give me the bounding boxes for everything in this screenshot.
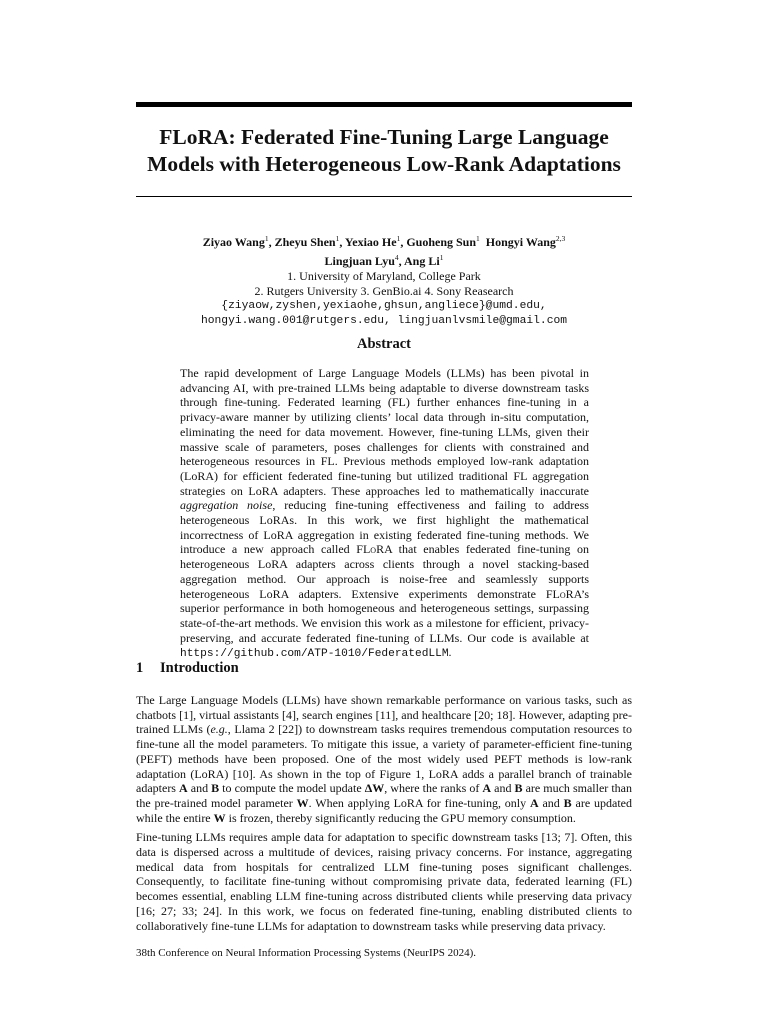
author-name: Hongyi Wang [485,235,556,249]
intro-paragraph-2: Fine-tuning LLMs requires ample data for adaptation to specific downstream tasks [13; 7]. Often, this data is dispersed across a multitude of devices, raising privacy concerns. For instance, aggregating medical data from hospitals for centralized LLM fine-tuning poses significant challenges. Consequently, to facilitate fine-tuning without compromising private data, federated learning (FL) becomes essential, enabling LLM fine-tuning across distributed clients while preserving data privacy [16; 27; 33; 24]. In this work, we focus on federated fine-tuning, enabling distributed clients to collaboratively fine-tune LLMs for adaptation to downstream tasks while preserving data privacy. [136,830,632,933]
abstract-text-part: The rapid development of Large Language Models (LLMs) has been pivotal in advancing AI, with pre-trained LLMs being adaptable to diverse downstream tasks through fine-tuning. Federated learning (FL) further enhances fine-tuning in a privacy-aware manner by utilizing clients’ local data through in-situ computation, eliminating the need for data movement. However, fine-tuning LLMs, given their massive scale of parameters, poses challenges for clients with constrained and heterogeneous resources in FL. Previous methods employed low-rank adaptation (LoRA) for efficient federated fine-tuning but utilized traditional FL aggregation strategies on LoRA adapters. These approaches led to mathematically inaccurate [180,366,589,498]
abstract-emphasis: aggregation noise [180,498,273,513]
math-symbol: W [213,810,226,825]
math-symbol: B [563,795,572,810]
section-heading [136,660,239,677]
author-affil-mark: 1 [335,234,340,243]
abstract-smallcaps: o [559,586,566,601]
author-block [136,231,632,329]
intro-text-part: . When applying LoRA for fine-tuning, only [308,795,530,810]
abstract-text-part: RA’s superior performance in both homogeneous and heterogeneous settings, surpassing state-of-the-art methods. We envision this work as a milestone for efficient, privacy-preserving, and accurate federated fine-tuning of LLMs. Our code is available at [180,586,589,645]
paper-title [136,124,632,178]
abstract-smallcaps: o [370,542,377,557]
author-name: Yexiao He [344,235,397,249]
conference-footnote: 38th Conference on Neural Information Processing Systems (NeurIPS 2024). [136,947,477,959]
math-symbol: W [296,795,309,810]
intro-text-part: and [491,781,515,796]
section-title: Introduction [160,660,239,676]
intro-text-part: are updated while the entire [136,795,632,825]
email-line-1: {ziyaow,zyshen,yexiaohe,ghsun,angliece}@umd.edu, [221,300,547,312]
affiliation-line-2: 2. Rutgers University 3. GenBio.ai 4. Sony Reasearch [254,284,514,298]
title-bottom-rule [136,196,632,197]
math-symbol: A [179,781,188,796]
author-name: Ang Li [404,254,440,268]
author-names-line-1: Ziyao Wang$^1$, Zheyu Shen$^1$, Yexiao He$^1$, Guoheng Sun$^1$ Hongyi Wang$^{2,3}$ [202,234,566,249]
math-symbol: B [514,781,523,796]
author-affil-mark: 1 [476,234,480,243]
author-affil-mark: 1 [439,253,444,262]
email-line-2: hongyi.wang.001@rutgers.edu, lingjuanlvsmile@gmail.com [200,315,568,327]
intro-text-part: and [187,781,212,796]
intro-paragraph-1 [136,693,632,825]
math-symbol: B [211,781,220,796]
author-affil-mark: 2,3 [555,234,566,243]
math-symbol: A [529,795,539,810]
intro-text-part: is frozen, thereby significantly reducing the GPU memory consumption. [225,810,576,825]
author-name: Lingjuan Lyu [324,254,395,268]
abstract-text-part: . [448,645,452,660]
abstract-text-part: , reducing fine-tuning effectiveness and failing to address heterogeneous LoRAs. In this work, we first highlight the mathematical incorrectness of LoRA aggregation in existing federated fine-tuning methods. We introduce a new approach called FL [180,498,589,557]
author-affil-mark: 4 [394,253,399,262]
title-top-rule [136,102,632,107]
math-symbol: ΔW [364,781,385,796]
title-line-2: Models with Heterogeneous Low-Rank Adaptations [147,152,621,176]
affiliation-line-1: 1. University of Maryland, College Park [287,269,481,283]
introduction-body [136,693,632,938]
author-affil-mark: 1 [264,234,269,243]
intro-text-part: , Llama 2 [22]) to downstream tasks requires tremendous computation resources to fine-tune all the model parameters. To mitigate this issue, a variety of parameter-efficient fine-tuning (PEFT) methods have been proposed. One of the most widely used PEFT methods is low-rank adaptation (LoRA) [10]. As shown in the top of Figure 1, LoRA adds a parallel branch of trainable adapters [136,722,632,796]
intro-text-part: and [538,795,564,810]
author-names-line-2: Lingjuan Lyu$^4$, Ang Li$^1$ [324,253,444,268]
author-name: Guoheng Sun [406,235,477,249]
title-line-1: FLoRA: Federated Fine-Tuning Large Language [159,125,609,149]
author-name: Zheyu Shen [274,235,336,249]
intro-text-part: to compute the model update [219,781,365,796]
section-number: 1 [136,660,144,676]
abstract-text [180,366,589,662]
intro-emphasis: e.g. [210,722,228,737]
math-symbol: A [482,781,492,796]
intro-text-part: , where the ranks of [384,781,483,796]
intro-text-part: are much smaller than the pre-trained model parameter [136,781,632,810]
abstract-heading: Abstract [357,336,411,352]
code-link[interactable]: https://github.com/ATP-1010/FederatedLLM [180,648,449,661]
abstract-text-part: RA that enables federated fine-tuning on heterogeneous LoRA adapters across clients through a novel stacking-based aggregation method. Our approach is noise-free and seamlessly supports heterogeneous LoRA adapters. Extensive experiments demonstrate FL [180,542,590,601]
author-name: Ziyao Wang [202,235,265,249]
author-affil-mark: 1 [396,234,401,243]
intro-text-part: The Large Language Models (LLMs) have shown remarkable performance on various tasks, such as chatbots [1], virtual assistants [4], search engines [11], and healthcare [20; 18]. However, adapting pre-trained LLMs ( [136,693,632,737]
